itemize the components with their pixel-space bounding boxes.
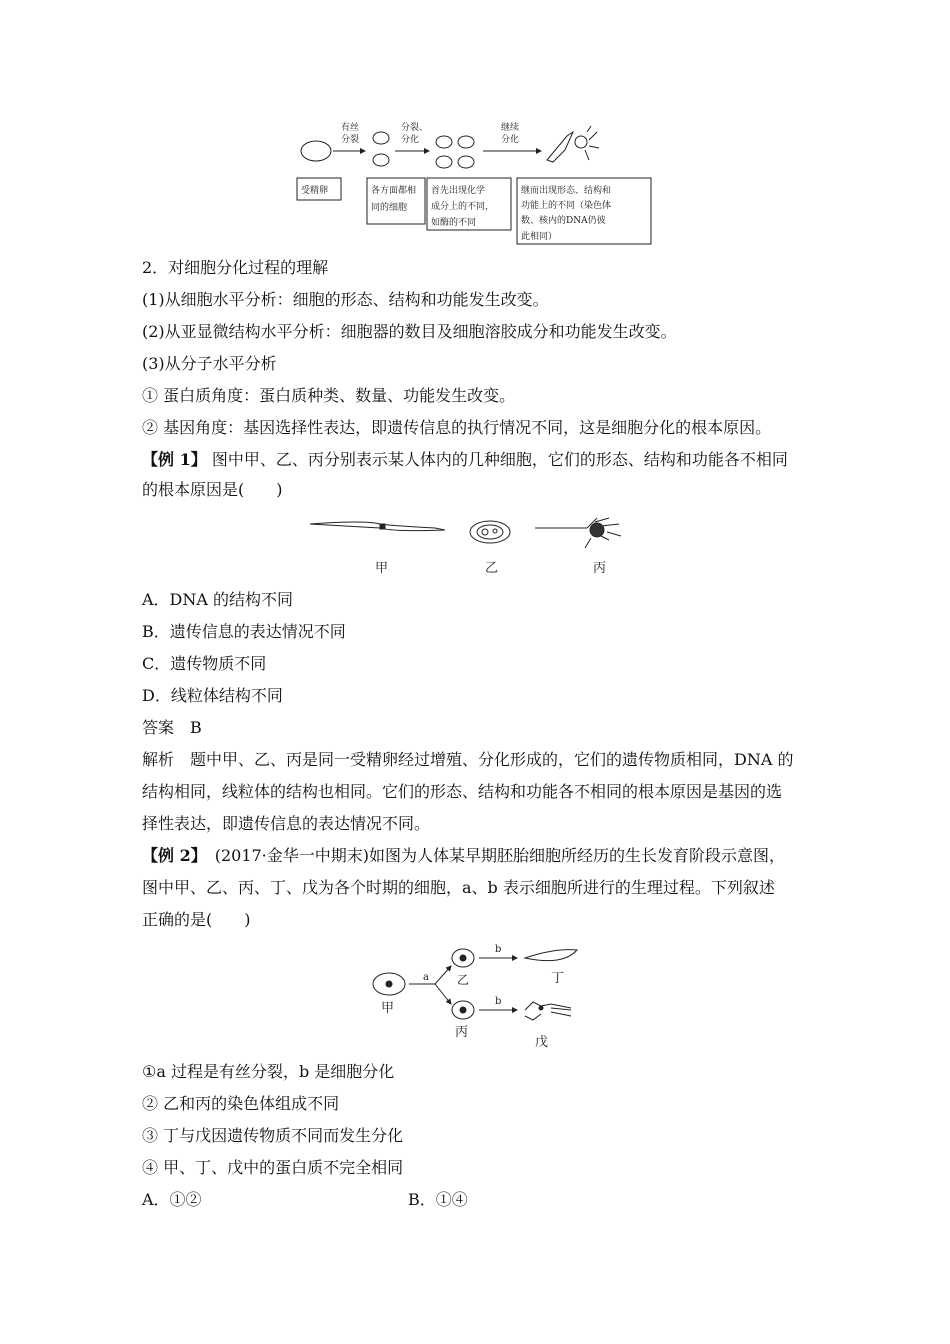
svg-text:a: a bbox=[423, 972, 429, 983]
option-d: D．线粒体结构不同 bbox=[142, 686, 283, 705]
svg-text:有丝: 有丝 bbox=[341, 123, 360, 133]
analysis: 择性表达，即遗传信息的表达情况不同。 bbox=[142, 814, 431, 833]
example2-development-figure bbox=[365, 940, 585, 1056]
paragraph: ② 基因角度：基因选择性表达，即遗传信息的执行情况不同，这是细胞分化的根本原因。 bbox=[142, 418, 772, 437]
example2-stem-cont: 正确的是( ) bbox=[142, 910, 251, 929]
example1-label: 【例 1】 bbox=[142, 450, 207, 469]
option-b: B．①④ bbox=[408, 1190, 468, 1209]
example2-label: 【例 2】 bbox=[142, 846, 199, 865]
svg-text:乙: 乙 bbox=[457, 973, 470, 987]
box-same-cells bbox=[367, 178, 425, 224]
option-a: A．DNA 的结构不同 bbox=[142, 590, 294, 609]
paragraph: (3)从分子水平分析 bbox=[142, 354, 277, 373]
option-c: C．遗传物质不同 bbox=[142, 654, 267, 673]
section-heading: 2．对细胞分化过程的理解 bbox=[142, 258, 329, 277]
svg-text:分裂: 分裂 bbox=[341, 135, 360, 145]
svg-text:继续: 继续 bbox=[501, 123, 520, 133]
svg-text:分化: 分化 bbox=[501, 135, 520, 145]
svg-text:继而出现形态、结构和: 继而出现形态、结构和 bbox=[521, 186, 612, 196]
svg-text:甲: 甲 bbox=[381, 1001, 395, 1016]
svg-text:丙: 丙 bbox=[455, 1025, 469, 1040]
option-b: B．遗传信息的表达情况不同 bbox=[142, 622, 346, 641]
example1-stem-cont: 的根本原因是( ) bbox=[142, 480, 283, 499]
svg-text:甲: 甲 bbox=[375, 561, 389, 576]
svg-text:b: b bbox=[495, 944, 502, 955]
analysis: 解析 题中甲、乙、丙是同一受精卵经过增殖、分化形成的，它们的遗传物质相同，DNA 的 bbox=[142, 750, 794, 769]
cell-wu bbox=[525, 1002, 571, 1020]
svg-text:成分上的不同，: 成分上的不同， bbox=[431, 202, 495, 212]
example1-cells-figure bbox=[305, 510, 645, 582]
example2-stem-cont: 图中甲、乙、丙、丁、戊为各个时期的细胞，a、b 表示细胞所进行的生理过程。下列叙述 bbox=[142, 878, 775, 897]
paragraph: (1)从细胞水平分析：细胞的形态、结构和功能发生改变。 bbox=[142, 290, 549, 309]
answer: 答案 B bbox=[142, 718, 202, 737]
zygote-cell bbox=[301, 141, 331, 161]
statement-3: ③ 丁与戊因遗传物质不同而发生分化 bbox=[142, 1126, 404, 1145]
svg-text:乙: 乙 bbox=[485, 561, 499, 576]
svg-text:丁: 丁 bbox=[551, 971, 565, 986]
svg-text:同的细胞: 同的细胞 bbox=[371, 203, 408, 213]
svg-text:首先出现化学: 首先出现化学 bbox=[431, 186, 486, 196]
paragraph: ① 蛋白质角度：蛋白质种类、数量、功能发生改变。 bbox=[142, 386, 516, 405]
specialized-cells bbox=[547, 126, 599, 162]
paragraph: (2)从亚显微结构水平分析：细胞器的数目及细胞溶胶成分和功能发生改变。 bbox=[142, 322, 677, 341]
svg-text:此相同）: 此相同） bbox=[521, 232, 558, 242]
example2-stem: 【例 2】 (2017·金华一中期末)如图为人体某早期胚胎细胞所经历的生长发育阶段示意图， bbox=[142, 846, 786, 865]
svg-text:功能上的不同（染色体: 功能上的不同（染色体 bbox=[521, 201, 612, 211]
example1-stem: 【例 1】 图中甲、乙、丙分别表示某人体内的几种细胞，它们的形态、结构和功能各不相同 bbox=[142, 450, 788, 469]
svg-text:丙: 丙 bbox=[593, 561, 607, 576]
svg-text:分化: 分化 bbox=[401, 135, 420, 145]
cell-bing-neuron bbox=[535, 518, 621, 548]
statement-2: ② 乙和丙的染色体组成不同 bbox=[142, 1094, 340, 1113]
cell-jia-muscle bbox=[310, 522, 445, 531]
svg-text:b: b bbox=[495, 996, 502, 1007]
analysis: 结构相同，线粒体的结构也相同。它们的形态、结构和功能各不相同的根本原因是基因的选 bbox=[142, 782, 783, 801]
svg-text:戊: 戊 bbox=[535, 1035, 549, 1050]
statement-1: ①a 过程是有丝分裂，b 是细胞分化 bbox=[142, 1062, 395, 1081]
arrow-a bbox=[409, 966, 451, 984]
svg-text:如酶的不同: 如酶的不同 bbox=[431, 218, 477, 228]
differentiation-flow-diagram bbox=[295, 120, 655, 248]
statement-4: ④ 甲、丁、戊中的蛋白质不完全相同 bbox=[142, 1158, 404, 1177]
svg-text:分裂、: 分裂、 bbox=[401, 123, 429, 133]
option-a: A．①② bbox=[142, 1190, 202, 1209]
svg-text:各方面都相: 各方面都相 bbox=[371, 186, 417, 196]
svg-text:数、核内的DNA仍彼: 数、核内的DNA仍彼 bbox=[521, 216, 606, 226]
svg-text:受精卵: 受精卵 bbox=[301, 186, 329, 196]
cell-yi bbox=[470, 521, 510, 543]
cell-ding bbox=[525, 950, 577, 961]
